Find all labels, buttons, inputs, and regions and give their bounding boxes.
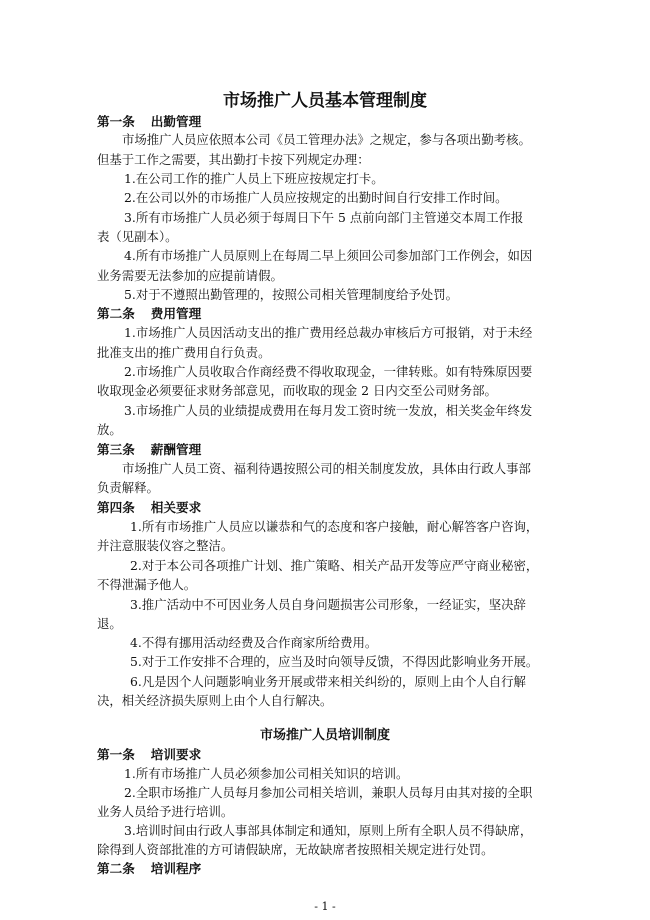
paragraph-line: 市场推广人员应依照本公司《员工管理办法》之规定，参与各项出勤考核。: [122, 132, 531, 147]
section-heading: [97, 498, 201, 518]
document-title: 市场推广人员基本管理制度: [223, 91, 427, 111]
section-name: 出勤管理: [150, 114, 202, 129]
paragraph-line: 除得到人资部批准的方可请假缺席，无故缺席者按照相关规定进行处罚。: [97, 842, 494, 857]
paragraph-line: 1.在公司工作的推广人员上下班应按规定打卡。: [124, 171, 384, 186]
paragraph-line: 决，相关经济损失原则上由个人自行解决。: [97, 693, 333, 708]
paragraph-line: 但基于工作之需要，其出勤打卡按下列规定办理：: [97, 152, 370, 167]
section-heading: [97, 112, 201, 132]
paragraph-line: 市场推广人员工资、福利待遇按照公司的相关制度发放，具体由行政人事部: [122, 461, 531, 476]
paragraph-line: 2.全职市场推广人员每月参加公司相关培训，兼职人员每月由其对接的全职: [124, 785, 533, 800]
paragraph-line: 业务人员给予进行培训。: [97, 804, 234, 819]
paragraph-line: 表（见副本）。: [97, 229, 178, 244]
paragraph-line: 6.凡是因个人问题影响业务开展或带来相关纠纷的，原则上由个人自行解: [130, 674, 526, 689]
section-number: 第四条: [97, 500, 135, 515]
paragraph-line: 1.所有市场推广人员必须参加公司相关知识的培训。: [124, 766, 409, 781]
paragraph-line: 4.不得有挪用活动经费及合作商家所给费用。: [130, 635, 378, 650]
section-number: 第二条: [97, 861, 135, 876]
paragraph-line: 负责解释。: [97, 480, 159, 495]
section-number: 第二条: [97, 306, 135, 321]
section-name: 培训要求: [150, 747, 202, 762]
page-number: - 1 -: [314, 900, 336, 913]
section-heading: [97, 859, 201, 879]
section-heading: [97, 304, 201, 324]
section-number: 第三条: [97, 442, 135, 457]
paragraph-line: 4.所有市场推广人员原则上在每周二早上须回公司参加部门工作例会，如因: [124, 248, 533, 263]
paragraph-line: 批准支出的推广费用自行负责。: [97, 345, 271, 360]
paragraph-line: 2.在公司以外的市场推广人员应按规定的出勤时间自行安排工作时间。: [124, 190, 508, 205]
section-number: 第一条: [97, 114, 135, 129]
paragraph-line: 5.对于不遵照出勤管理的，按照公司相关管理制度给予处罚。: [124, 287, 458, 302]
paragraph-line: 5.对于工作安排不合理的，应当及时向领导反馈，不得因此影响业务开展。: [130, 654, 539, 669]
section-name: 相关要求: [150, 500, 202, 515]
paragraph-line: 不得泄漏予他人。: [97, 577, 197, 592]
section-name: 培训程序: [150, 861, 202, 876]
paragraph-line: 2.市场推广人员收取合作商经费不得收取现金，一律转账。如有特殊原因要: [124, 364, 533, 379]
paragraph-line: 并注意服装仪容之整洁。: [97, 538, 234, 553]
paragraph-line: 退。: [97, 616, 122, 631]
paragraph-line: 业务需要无法参加的应提前请假。: [97, 268, 283, 283]
section-heading: [97, 745, 201, 765]
section-number: 第一条: [97, 747, 135, 762]
paragraph-line: 3.培训时间由行政人事部具体制定和通知，原则上所有全职人员不得缺席，: [124, 823, 533, 838]
paragraph-line: 3.市场推广人员的业绩提成费用在每月发工资时统一发放，相关奖金年终发: [124, 403, 533, 418]
paragraph-line: 3.推广活动中不可因业务人员自身问题损害公司形象，一经证实，坚决辞: [130, 597, 526, 612]
paragraph-line: 1.市场推广人员因活动支出的推广费用经总裁办审核后方可报销，对于未经: [124, 325, 533, 340]
paragraph-line: 收取现金必须要征求财务部意见，而收取的现金 2 日内交至公司财务部。: [97, 383, 497, 398]
paragraph-line: 3.所有市场推广人员必须于每周日下午 5 点前向部门主管递交本周工作报: [124, 210, 524, 225]
paragraph-line: 2.对于本公司各项推广计划、推广策略、相关产品开发等应严守商业秘密，: [130, 558, 539, 573]
section-heading: [97, 440, 201, 460]
section-name: 薪酬管理: [150, 442, 202, 457]
training-title: 市场推广人员培训制度: [259, 728, 390, 743]
section-name: 费用管理: [150, 306, 202, 321]
paragraph-line: 1.所有市场推广人员应以谦恭和气的态度和客户接触，耐心解答客户咨询，: [130, 519, 539, 534]
paragraph-line: 放。: [97, 422, 122, 437]
